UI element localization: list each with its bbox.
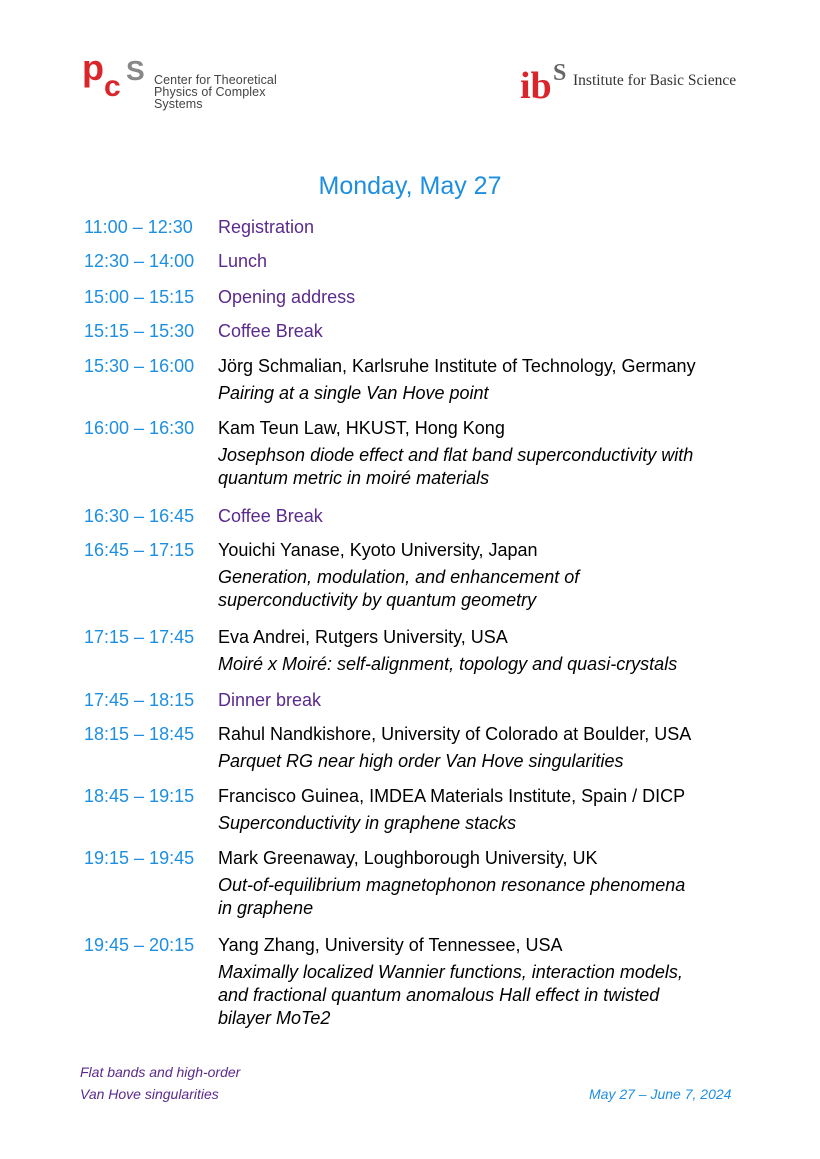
session-body xyxy=(218,417,738,490)
talk-title xyxy=(218,444,738,490)
talk-title-line: in graphene xyxy=(218,898,314,918)
svg-text:c: c xyxy=(104,70,121,103)
session-time: 17:45 – 18:15 xyxy=(84,690,195,710)
talk-title xyxy=(218,812,738,835)
talk-title-line: and fractional quantum anomalous Hall effect in twisted xyxy=(218,985,660,1005)
pcs-logo-mark xyxy=(82,50,154,106)
svg-text:ib: ib xyxy=(520,65,552,104)
ibs-logo-mark xyxy=(520,58,570,104)
svg-text:p: p xyxy=(82,50,104,88)
session-event: Registration xyxy=(218,217,315,237)
session-time: 19:45 – 20:15 xyxy=(84,935,195,955)
session-body xyxy=(218,505,738,528)
talk-title xyxy=(218,653,738,676)
talk-title-line: Moiré x Moiré: self-alignment, topology and quasi-crystals xyxy=(218,654,678,674)
talk-title xyxy=(218,566,738,612)
talk-title-line: Superconductivity in graphene stacks xyxy=(218,813,517,833)
session-body xyxy=(218,847,738,920)
session-event: Opening address xyxy=(218,287,356,307)
talk-title xyxy=(218,874,738,920)
speaker-affiliation: Kam Teun Law, HKUST, Hong Kong xyxy=(218,418,505,438)
session-body xyxy=(218,539,738,612)
session-time: 16:00 – 16:30 xyxy=(84,418,195,438)
session-body xyxy=(218,286,738,309)
session-body xyxy=(218,785,738,835)
session-body xyxy=(218,626,738,676)
speaker-affiliation: Youichi Yanase, Kyoto University, Japan xyxy=(218,540,538,560)
session-time: 15:00 – 15:15 xyxy=(84,287,195,307)
speaker-affiliation: Francisco Guinea, IMDEA Materials Institute, Spain / DICP xyxy=(218,786,686,806)
pcs-logo xyxy=(82,50,302,111)
speaker-affiliation: Mark Greenaway, Loughborough University, UK xyxy=(218,848,598,868)
session-event: Coffee Break xyxy=(218,321,323,341)
footer-conference-name: Flat bands and high-order Van Hove singularities xyxy=(80,1064,241,1102)
session-body xyxy=(218,934,738,1030)
talk-title-line: Out-of-equilibrium magnetophonon resonance phenomena xyxy=(218,875,686,895)
session-event: Dinner break xyxy=(218,690,322,710)
talk-title-line: Parquet RG near high order Van Hove singularities xyxy=(218,751,624,771)
session-time: 15:30 – 16:00 xyxy=(84,356,195,376)
session-time: 15:15 – 15:30 xyxy=(84,321,195,341)
talk-title xyxy=(218,750,738,773)
session-body xyxy=(218,250,738,273)
speaker-affiliation: Eva Andrei, Rutgers University, USA xyxy=(218,627,508,647)
speaker-affiliation: Jörg Schmalian, Karlsruhe Institute of Technology, Germany xyxy=(218,356,696,376)
talk-title-line: Generation, modulation, and enhancement of xyxy=(218,567,580,587)
session-body xyxy=(218,320,738,343)
session-body xyxy=(218,216,738,239)
speaker-affiliation: Rahul Nandkishore, University of Colorado at Boulder, USA xyxy=(218,724,692,744)
footer-dates: May 27 – June 7, 2024 xyxy=(589,1086,732,1102)
session-body xyxy=(218,723,738,773)
session-time: 19:15 – 19:45 xyxy=(84,848,195,868)
talk-title-line: Maximally localized Wannier functions, interaction models, xyxy=(218,962,683,982)
session-event: Lunch xyxy=(218,251,268,271)
session-time: 16:45 – 17:15 xyxy=(84,540,195,560)
talk-title xyxy=(218,961,738,1030)
session-time: 17:15 – 17:45 xyxy=(84,627,195,647)
svg-text:S: S xyxy=(126,55,145,86)
talk-title xyxy=(218,382,738,405)
session-time: 18:15 – 18:45 xyxy=(84,724,195,744)
session-time: 16:30 – 16:45 xyxy=(84,506,195,526)
day-title: Monday, May 27 xyxy=(318,172,502,200)
talk-title-line: Pairing at a single Van Hove point xyxy=(218,383,489,403)
session-body xyxy=(218,689,738,712)
talk-title-line: quantum metric in moiré materials xyxy=(218,468,490,488)
talk-title-line: superconductivity by quantum geometry xyxy=(218,590,537,610)
session-time: 12:30 – 14:00 xyxy=(84,251,195,271)
talk-title-line: bilayer MoTe2 xyxy=(218,1008,331,1028)
session-body xyxy=(218,355,738,405)
speaker-affiliation: Yang Zhang, University of Tennessee, USA xyxy=(218,935,563,955)
pcs-logo-text: Center for Theoretical Physics of Complex Systems xyxy=(154,73,277,111)
session-time: 11:00 – 12:30 xyxy=(84,217,193,237)
ibs-logo xyxy=(520,58,750,106)
session-time: 18:45 – 19:15 xyxy=(84,786,195,806)
ibs-logo-text: Institute for Basic Science xyxy=(573,72,737,89)
session-event: Coffee Break xyxy=(218,506,323,526)
svg-text:S: S xyxy=(553,60,567,86)
talk-title-line: Josephson diode effect and flat band superconductivity with xyxy=(218,445,694,465)
